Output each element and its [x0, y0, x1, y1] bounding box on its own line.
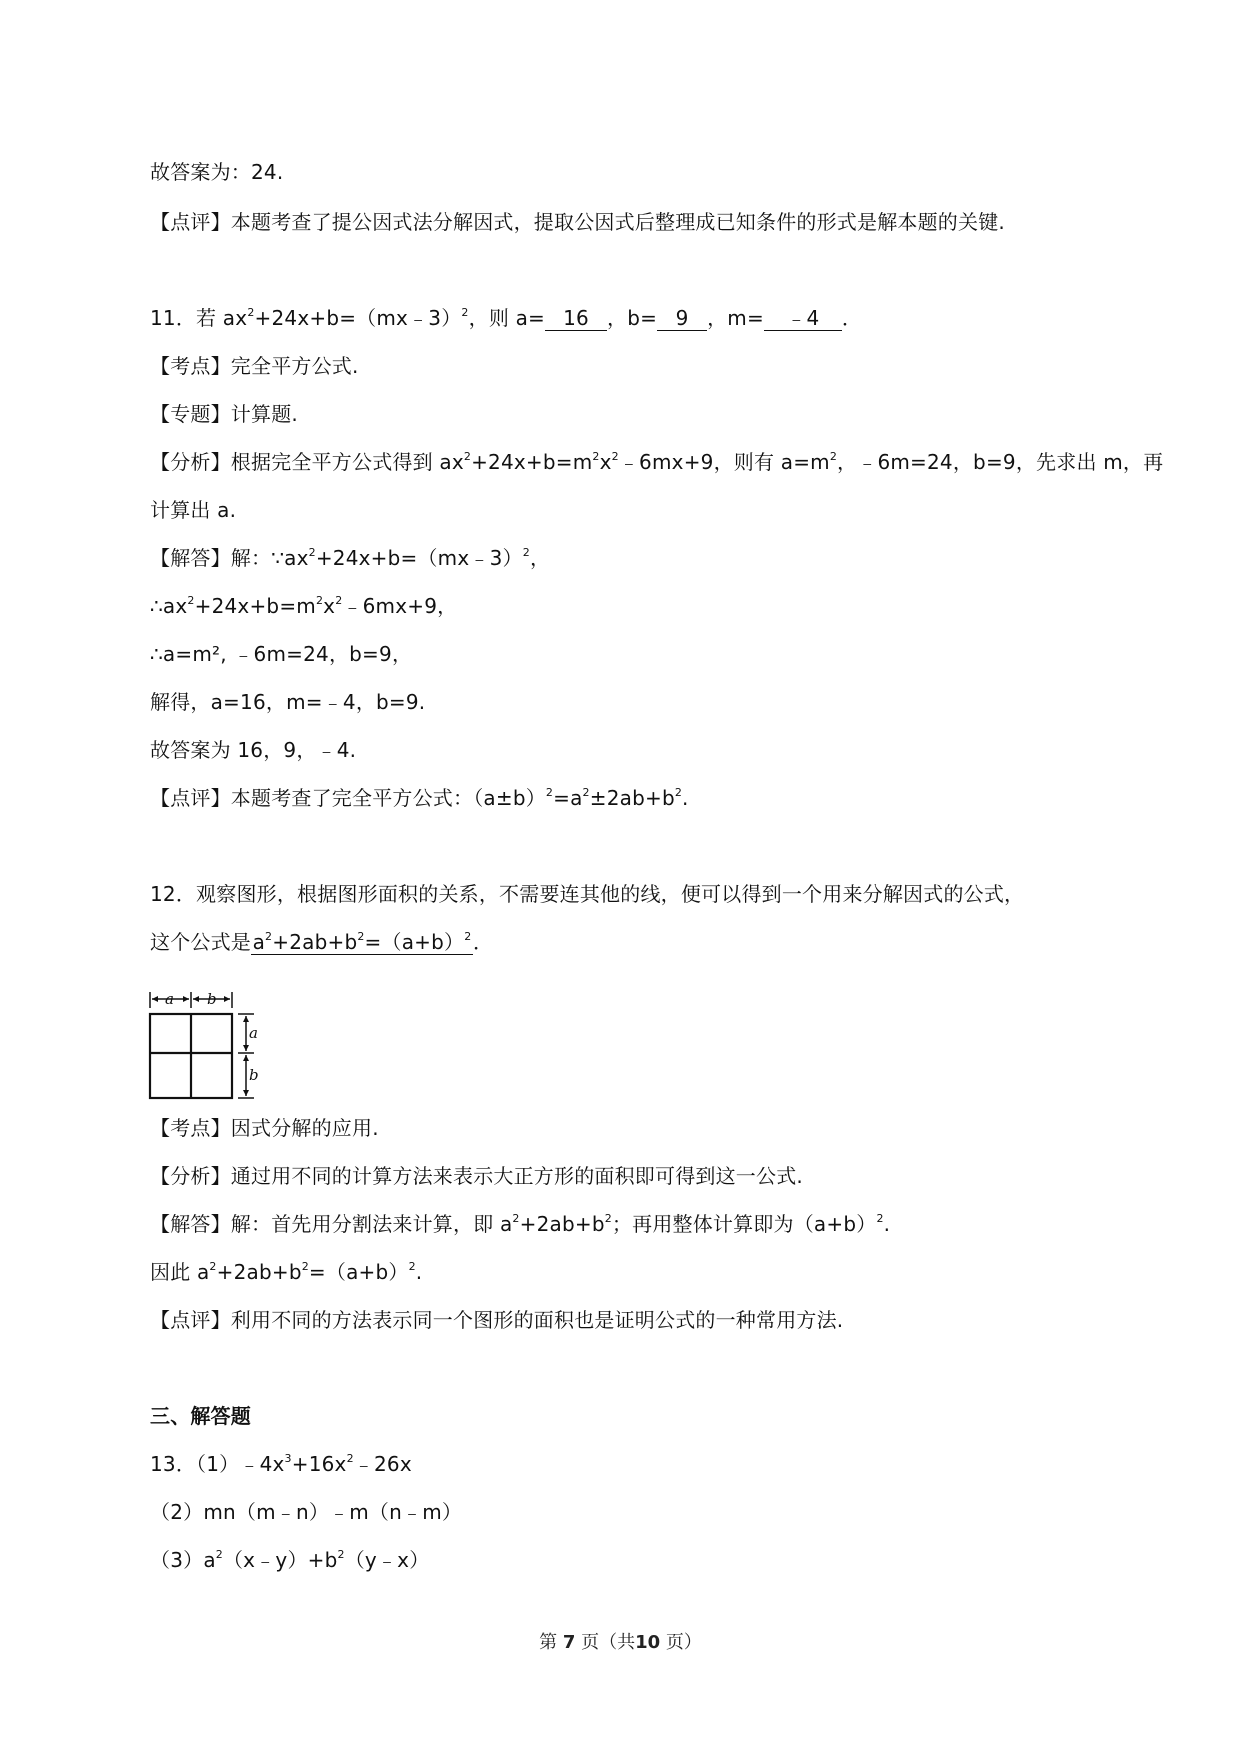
q12-jieda: 【解答】解：首先用分割法来计算，即 $a^2+2ab+b^2$；再用整体计算即为$(a+b)^2$. — [150, 1212, 891, 1236]
q11-step-4: 解得，a=16，m=﹣4，b=9. — [150, 690, 426, 714]
q12-kaodian: 【考点】因式分解的应用. — [150, 1116, 379, 1140]
comment-line-q10: 【点评】本题考查了提公因式法分解因式，提取公因式后整理成已知条件的形式是解本题的关键. — [150, 210, 1005, 234]
q11-fenxi-continued: 计算出 a. — [150, 498, 237, 522]
answer-blank-m: ﹣4 — [764, 306, 842, 331]
figure-label-b-top: b — [207, 990, 217, 1008]
q11-step-2: $\therefore ax^2+24x+b=m^2x^2﹣6mx+9$， — [150, 594, 458, 618]
answer-blank-a: 16 — [545, 306, 607, 331]
footer-total-pages: 10 — [635, 1632, 661, 1653]
answer-blank-formula: $a^2+2ab+b^2=(a+b)^2$ — [252, 930, 472, 954]
q11-kaodian: 【考点】完全平方公式. — [150, 354, 359, 378]
q11-step-5: 故答案为 16，9，﹣4. — [150, 738, 357, 762]
footer-page-number: 7 — [562, 1632, 576, 1653]
question-13-part-1: 13．$(1)﹣4x^3+16x^2﹣26x$ — [150, 1452, 412, 1476]
q11-jieda: 【解答】解：$\because ax^2+24x+b=(mx﹣3)^2$， — [150, 546, 551, 570]
square-diagram — [148, 990, 266, 1102]
question-12: 12．观察图形，根据图形面积的关系，不需要连其他的线，便可以得到一个用来分解因式的公式， — [150, 882, 1025, 906]
q11-dianping: 【点评】本题考查了完全平方公式：$(a\pm b)^2=a^2\pm 2ab+b^2$. — [150, 786, 689, 810]
section-heading: 三、解答题 — [150, 1404, 251, 1428]
q12-dianping: 【点评】利用不同的方法表示同一个图形的面积也是证明公式的一种常用方法. — [150, 1308, 844, 1332]
q11-step-3: ∴a=m², ﹣6m=24，b=9， — [150, 642, 413, 666]
answer-line-q10: 故答案为：24. — [150, 160, 284, 184]
q12-fenxi: 【分析】通过用不同的计算方法来表示大正方形的面积即可得到这一公式. — [150, 1164, 803, 1188]
figure-label-a-side: a — [249, 1024, 258, 1042]
question-13-part-2: （2）mn（m﹣n）﹣m（n﹣m） — [150, 1500, 463, 1524]
q11-fenxi: 【分析】根据完全平方公式得到 $ax^2+24x+b=m^2x^2﹣6mx+9$，则有 $a=m^2$，﹣6m=24，b=9，先求出 m，再 — [150, 450, 1164, 474]
figure-label-a-top: a — [165, 990, 174, 1008]
page-footer — [0, 1628, 1241, 1654]
footer-suffix: 页） — [665, 1632, 702, 1653]
footer-middle: 页（共 — [581, 1632, 636, 1653]
q11-zhuanti: 【专题】计算题. — [150, 402, 298, 426]
question-12-formula: 这个公式是$a^2+2ab+b^2=(a+b)^2$． — [150, 930, 494, 954]
q12-conclusion: 因此 $a^2+2ab+b^2=(a+b)^2$. — [150, 1260, 423, 1284]
question-13-part-3: $(3)a^2(x﹣y)+b^2(y﹣x)$ — [150, 1548, 430, 1572]
question-11: 11．若 $ax^2+24x+b=(mx﹣3)^2$，则 a= 16 ，b= 9 ，m= ﹣4 ． — [150, 306, 863, 330]
answer-blank-b: 9 — [657, 306, 707, 331]
footer-prefix: 第 — [539, 1632, 558, 1653]
figure-label-b-side: b — [249, 1066, 259, 1084]
